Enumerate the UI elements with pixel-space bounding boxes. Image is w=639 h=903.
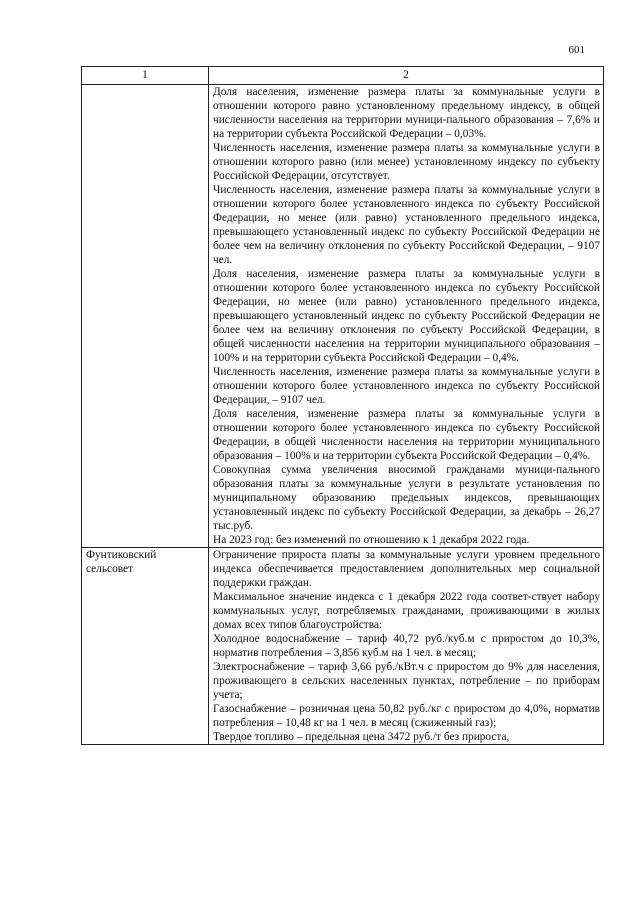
paragraph: Численность населения, изменение размера платы за коммунальные услуги в отношении которого более установленного индекса по субъекту Российской Федерации, но менее (или равно) установленного предельного индекса, превышающего установленный индекс по субъекту Российской Федерации не более чем на величину отклонения по субъекту Российской Федерации, – 9107 чел. <box>213 184 600 266</box>
paragraph: Максимальное значение индекса с 1 декабря 2022 года соответ-ствует набору коммунальных услуг, потребляемых гражданами, проживающими в жилых домах всех типов благоустройства: <box>213 591 600 631</box>
column-header-2: 2 <box>209 67 604 85</box>
municipality-cell <box>82 85 209 548</box>
paragraph: Твердое топливо – предельная цена 3472 руб./т без прироста, <box>213 731 510 743</box>
paragraph: Доля населения, изменение размера платы за коммунальные услуги в отношении которого более установленного индекса по субъекту Российской Федерации, в общей численности населения на территории муниципального образования – 100% и на территории субъекта Российской Федерации – 0,4%. <box>213 408 600 462</box>
paragraph: На 2023 год: без изменений по отношению к 1 декабря 2022 года. <box>213 534 530 546</box>
data-table <box>81 66 604 745</box>
paragraph: Доля населения, изменение размера платы за коммунальные услуги в отношении которого более установленного индекса по субъекту Российской Федерации, но менее (или равно) установленного предельного индекса, превышающего установленный индекс по субъекту Российской Федерации не более чем на величину отклонения по субъекту Российской Федерации, в общей численности населения на территории муниципального образования – 100% и на территории субъекта Российской Федерации – 0,4%. <box>213 268 600 364</box>
description-cell <box>209 548 604 745</box>
paragraph: Численность населения, изменение размера платы за коммунальные услуги в отношении которого равно (или менее) установленному индексу по субъекту Российской Федерации, отсутствует. <box>213 142 600 182</box>
paragraph: Совокупная сумма увеличения вносимой гражданами муници-пального образования платы за коммунальные услуги в результате установления по муниципальному образованию предельных индексов, превышающих установленный индекс по субъекту Российской Федерации, за декабрь – 26,27 тыс.руб. <box>213 464 600 532</box>
paragraph: Электроснабжение – тариф 3,66 руб./кВт.ч с приростом до 9% для населения, проживающего в сельских населенных пунктах, потребление – по приборам учета; <box>213 661 600 701</box>
table-row <box>82 548 604 745</box>
paragraph: Численность населения, изменение размера платы за коммунальные услуги в отношении которого более установленного индекса по субъекту Российской Федерации, – 9107 чел. <box>213 366 600 406</box>
paragraph: Газоснабжение – розничная цена 50,82 руб./кг с приростом до 4,0%, норматив потребления – 10,48 кг на 1 чел. в месяц (сжиженный газ); <box>213 703 600 729</box>
paragraph: Ограничение прироста платы за коммунальные услуги уровнем предельного индекса обеспечивается предоставлением дополнительных мер социальной поддержки граждан. <box>213 549 600 589</box>
table-row <box>82 85 604 548</box>
description-cell <box>209 85 604 548</box>
municipality-cell: Фунтиковский сельсовет <box>82 548 209 745</box>
table-header-row <box>82 67 604 85</box>
page-number: 601 <box>568 44 585 56</box>
column-header-1: 1 <box>82 67 209 85</box>
paragraph: Доля населения, изменение размера платы за коммунальные услуги в отношении которого равно установленному предельному индексу, в общей численности населения на территории муници-пального образования – 7,6% и на территории субъекта Российской Федерации – 0,03%. <box>213 86 600 140</box>
paragraph: Холодное водоснабжение – тариф 40,72 руб./куб.м с приростом до 10,3%, норматив потребления – 3,856 куб.м на 1 чел. в месяц; <box>213 633 600 659</box>
